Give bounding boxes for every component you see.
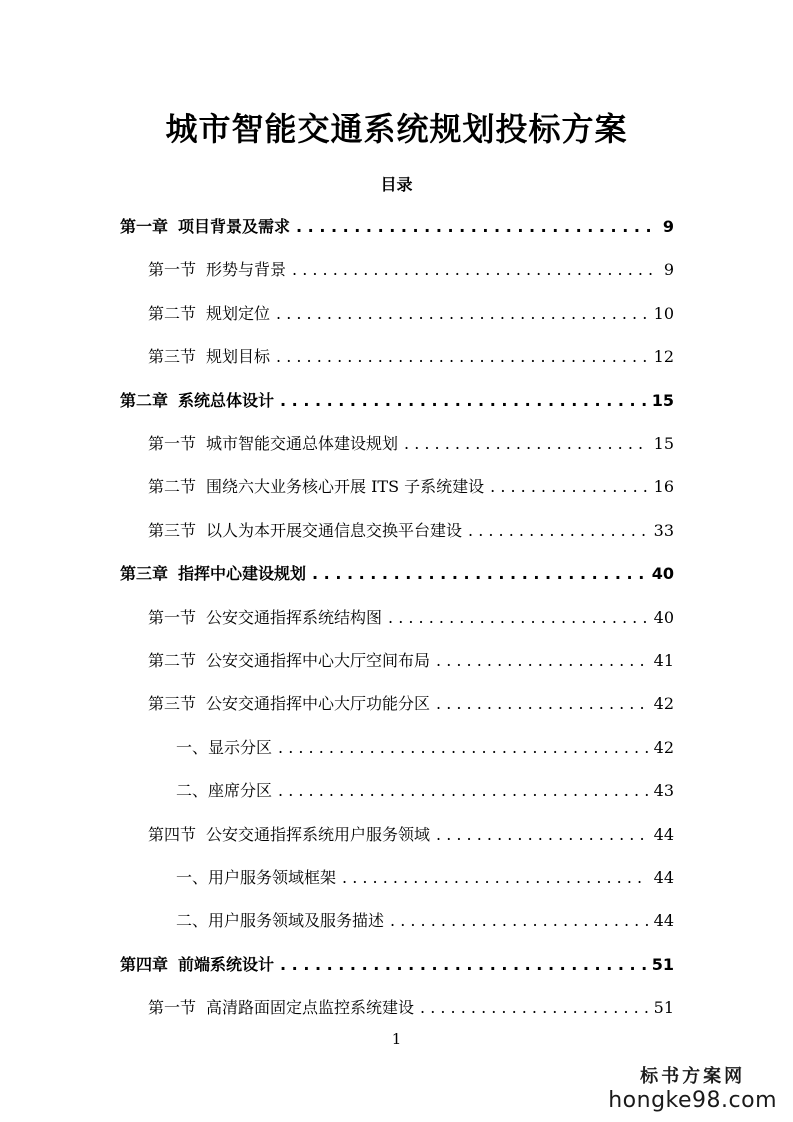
- toc-entry-label: [148, 303, 270, 325]
- toc-entry-label: [148, 824, 430, 846]
- toc-dot-leader: [280, 954, 646, 976]
- toc-entry-label: [120, 954, 274, 976]
- toc-entry-title: 指挥中心建设规划: [178, 564, 307, 583]
- toc-dot-leader: [468, 520, 648, 542]
- toc-entry-page: 9: [662, 217, 674, 236]
- toc-dot-leader: [490, 476, 647, 498]
- toc-entry-number: 第一节: [148, 608, 197, 627]
- toc-dot-leader: [292, 259, 658, 281]
- toc-entry-title: 公安交通指挥中心大厅空间布局: [206, 651, 431, 670]
- toc-entry-title: 规划目标: [206, 347, 271, 366]
- toc-entry-title: 围绕六大业务核心开展 ITS 子系统建设: [206, 477, 485, 496]
- toc-entry-page: 44: [653, 911, 674, 930]
- toc-dot-leader: [388, 607, 648, 629]
- toc-entry-page: 51: [653, 998, 674, 1017]
- toc-entry-title: 前端系统设计: [178, 955, 275, 974]
- toc-entry[interactable]: [148, 650, 674, 672]
- toc-entry[interactable]: [148, 520, 674, 542]
- toc-entry[interactable]: [148, 476, 674, 498]
- toc-dot-leader: [296, 216, 657, 238]
- toc-entry[interactable]: [120, 954, 674, 976]
- toc-entry-title: 用户服务领域框架: [208, 868, 337, 887]
- toc-entry-page: 40: [651, 564, 674, 583]
- toc-entry-page: 12: [653, 347, 674, 366]
- toc-entry-page: 9: [663, 260, 674, 279]
- toc-entry-label: [176, 867, 336, 889]
- toc-entry[interactable]: [148, 303, 674, 325]
- toc-entry-page: 16: [653, 477, 674, 496]
- toc-entry[interactable]: [148, 693, 674, 715]
- toc-dot-leader: [420, 997, 648, 1019]
- toc-entry-page: 44: [653, 868, 674, 887]
- toc-entry[interactable]: [176, 737, 674, 759]
- toc-entry-label: [176, 737, 272, 759]
- toc-entry-title: 公安交通指挥系统结构图: [206, 608, 383, 627]
- toc-entry-title: 座席分区: [208, 781, 273, 800]
- page-number: 1: [391, 1030, 402, 1048]
- toc-entry-number: 第四节: [148, 825, 197, 844]
- toc-entry-page: 42: [653, 738, 674, 757]
- toc-dot-leader: [390, 910, 648, 932]
- toc-entry-number: 第一章: [120, 217, 169, 236]
- toc-entry-label: [148, 433, 398, 455]
- toc-entry-label: [176, 910, 384, 932]
- toc-entry-number: 第二章: [120, 391, 169, 410]
- toc-entry-label: [120, 563, 306, 585]
- toc-entry-page: 42: [653, 694, 674, 713]
- toc-entry-label: [148, 259, 286, 281]
- toc-entry-title: 形势与背景: [206, 260, 287, 279]
- toc-entry-page: 33: [653, 521, 674, 540]
- toc-entry[interactable]: [120, 563, 674, 585]
- toc-entry-page: 43: [653, 781, 674, 800]
- toc-dot-leader: [436, 824, 648, 846]
- toc-entry[interactable]: [176, 867, 674, 889]
- toc-entry-number: 第一节: [148, 260, 197, 279]
- toc-entry-page: 15: [651, 391, 674, 410]
- toc-entry-label: [176, 780, 272, 802]
- toc-dot-leader: [276, 303, 648, 325]
- toc-entry-label: [148, 997, 414, 1019]
- toc-entry[interactable]: [148, 997, 674, 1019]
- toc-entry-number: 第四章: [120, 955, 169, 974]
- toc-entry-title: 显示分区: [208, 738, 273, 757]
- toc-entry-label: [148, 520, 462, 542]
- toc-entry-label: [120, 216, 290, 238]
- toc-dot-leader: [436, 650, 648, 672]
- toc-entry-number: 第三节: [148, 521, 197, 540]
- toc-dot-leader: [342, 867, 648, 889]
- toc-entry[interactable]: [148, 433, 674, 455]
- toc-entry-number: 第二节: [148, 304, 197, 323]
- toc-entry[interactable]: [120, 390, 674, 412]
- toc-entry-title: 规划定位: [206, 304, 271, 323]
- toc-entry-number: 第二节: [148, 651, 197, 670]
- toc-entry-number: 第三节: [148, 347, 197, 366]
- toc-entry-title: 公安交通指挥系统用户服务领域: [206, 825, 431, 844]
- watermark-site-name: 标书方案网: [640, 1066, 746, 1087]
- toc-entry-number: 一、: [176, 738, 209, 757]
- watermark: [608, 1066, 777, 1114]
- toc-entry[interactable]: [148, 607, 674, 629]
- toc-entry-page: 41: [653, 651, 674, 670]
- toc-entry-title: 项目背景及需求: [178, 217, 291, 236]
- toc-entry-label: [148, 650, 430, 672]
- toc-dot-leader: [278, 737, 648, 759]
- toc-entry-number: 第一节: [148, 434, 197, 453]
- toc-dot-leader: [278, 780, 648, 802]
- toc-entry-label: [148, 607, 382, 629]
- toc-dot-leader: [404, 433, 648, 455]
- toc-entry-number: 第三章: [120, 564, 169, 583]
- toc-entry-label: [148, 476, 484, 498]
- watermark-url: hongke98.com: [608, 1088, 777, 1113]
- toc-dot-leader: [280, 390, 646, 412]
- toc-entry[interactable]: [176, 780, 674, 802]
- toc-entry-label: [120, 390, 274, 412]
- toc-heading: 目录: [380, 175, 413, 194]
- toc-entry-label: [148, 346, 270, 368]
- toc-entry-title: 以人为本开展交通信息交换平台建设: [206, 521, 463, 540]
- toc-entry[interactable]: [148, 824, 674, 846]
- toc-entry-number: 二、: [176, 911, 209, 930]
- toc-entry-page: 40: [653, 608, 674, 627]
- toc-entry[interactable]: [120, 216, 674, 238]
- toc-entry-number: 二、: [176, 781, 209, 800]
- toc-entry-number: 第二节: [148, 477, 197, 496]
- toc-entry-number: 第一节: [148, 998, 197, 1017]
- toc-entry-title: 用户服务领域及服务描述: [208, 911, 385, 930]
- toc-entry-page: 10: [653, 304, 674, 323]
- toc-entry[interactable]: [176, 910, 674, 932]
- toc-entry[interactable]: [148, 346, 674, 368]
- toc-entry-title: 公安交通指挥中心大厅功能分区: [206, 694, 431, 713]
- toc-entry[interactable]: [148, 259, 674, 281]
- toc-entry-page: 15: [653, 434, 674, 453]
- toc-dot-leader: [436, 693, 648, 715]
- toc-entry-page: 44: [653, 825, 674, 844]
- toc-entry-number: 一、: [176, 868, 209, 887]
- toc-dot-leader: [276, 346, 648, 368]
- toc-entry-label: [148, 693, 430, 715]
- toc-entry-number: 第三节: [148, 694, 197, 713]
- document-title: 城市智能交通系统规划投标方案: [165, 110, 628, 148]
- toc-entry-title: 城市智能交通总体建设规划: [206, 434, 399, 453]
- toc-entry-page: 51: [651, 955, 674, 974]
- toc-entry-title: 高清路面固定点监控系统建设: [206, 998, 415, 1017]
- toc-dot-leader: [312, 563, 646, 585]
- toc-entry-title: 系统总体设计: [178, 391, 275, 410]
